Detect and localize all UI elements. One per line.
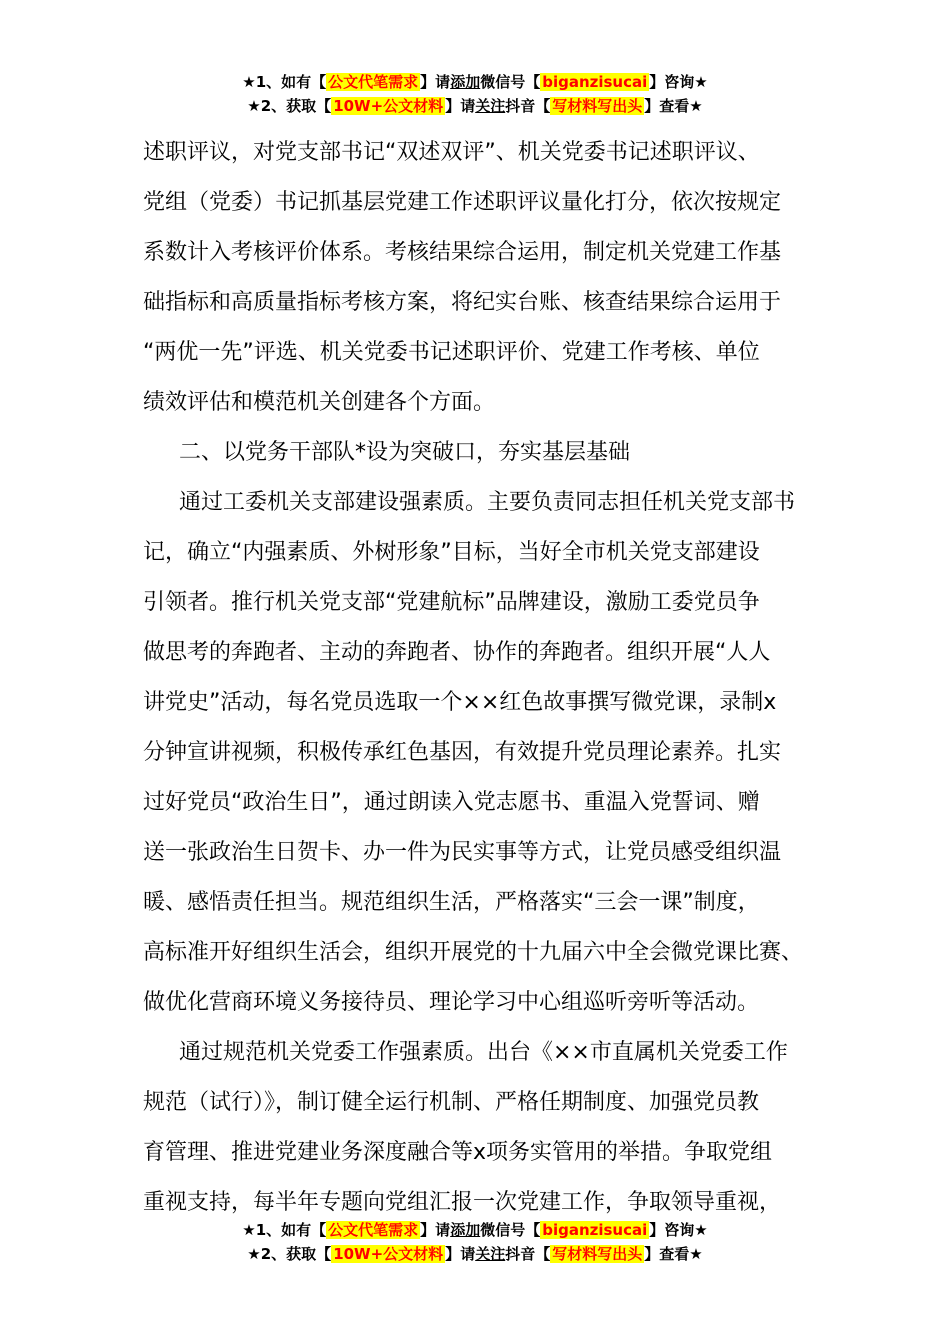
banner-highlight: 10W+公文材料 [333, 97, 444, 115]
paragraph-line: 础指标和高质量指标考核方案，将纪实台账、核查结果综合运用于 [143, 290, 782, 315]
header-banner [0, 70, 950, 118]
banner-highlight: 10W+公文材料 [333, 1245, 444, 1263]
banner-highlight: 公文代笔需求 [328, 73, 419, 91]
banner-text: 】请 [420, 1221, 451, 1239]
banner-emphasis: 关注 [475, 1245, 506, 1263]
paragraph-line: 系数计入考核评价体系。考核结果综合运用，制定机关党建工作基 [143, 240, 782, 265]
banner-text: ★1、如有【 [242, 1221, 327, 1239]
paragraph-line: 送一张政治生日贺卡、办一件为民实事等方式，让党员感受组织温 [143, 840, 782, 865]
banner-line-1 [0, 1218, 950, 1242]
banner-highlight: 写材料写出头 [552, 1245, 643, 1263]
banner-line-1 [0, 70, 950, 94]
paragraph-line: 通过规范机关党委工作强素质。出台《××市直属机关党委工作 [179, 1040, 788, 1065]
banner-text: 】请 [445, 97, 476, 115]
paragraph-line: 记，确立“内强素质、外树形象”目标，当好全市机关党支部建设 [143, 540, 760, 565]
paragraph-line: 做优化营商环境义务接待员、理论学习中心组巡听旁听等活动。 [143, 990, 760, 1015]
banner-emphasis: 添加 [450, 73, 481, 91]
banner-highlight: biganzisucai [542, 1221, 648, 1239]
paragraph-line: 分钟宣讲视频，积极传承红色基因，有效提升党员理论素养。扎实 [143, 740, 782, 765]
banner-text: 微信号【 [480, 1221, 541, 1239]
banner-emphasis: 添加 [450, 1221, 481, 1239]
banner-line-2 [0, 1242, 950, 1266]
paragraph-line: 重视支持，每半年专题向党组汇报一次党建工作，争取领导重视， [143, 1190, 782, 1215]
banner-text: 】查看★ [644, 97, 703, 115]
footer-banner [0, 1218, 950, 1266]
paragraph-line: 通过工委机关支部建设强素质。主要负责同志担任机关党支部书 [179, 490, 796, 515]
paragraph-line: 绩效评估和模范机关创建各个方面。 [143, 390, 496, 415]
paragraph-line: 高标准开好组织生活会，组织开展党的十九届六中全会微党课比赛、 [143, 940, 804, 965]
paragraph-line: 党组（党委）书记抓基层党建工作述职评议量化打分，依次按规定 [143, 190, 782, 215]
paragraph-line: 过好党员“政治生日”，通过朗读入党志愿书、重温入党誓词、赠 [143, 790, 760, 815]
banner-text: 微信号【 [480, 73, 541, 91]
banner-text: ★1、如有【 [242, 73, 327, 91]
banner-emphasis: 关注 [475, 97, 506, 115]
banner-text: 】咨询★ [649, 1221, 708, 1239]
paragraph-line: 暖、感悟责任担当。规范组织生活，严格落实“三会一课”制度， [143, 890, 760, 915]
banner-text: 】请 [445, 1245, 476, 1263]
banner-text: 抖音【 [505, 1245, 551, 1263]
banner-text: 】查看★ [644, 1245, 703, 1263]
banner-text: ★2、获取【 [247, 97, 332, 115]
banner-text: ★2、获取【 [247, 1245, 332, 1263]
paragraph-line: 讲党史”活动，每名党员选取一个××红色故事撰写微党课，录制x [143, 690, 777, 715]
paragraph-line: “两优一先”评选、机关党委书记述职评价、党建工作考核、单位 [143, 340, 760, 365]
banner-highlight: 公文代笔需求 [328, 1221, 419, 1239]
banner-text: 】咨询★ [649, 73, 708, 91]
paragraph-line: 引领者。推行机关党支部“党建航标”品牌建设，激励工委党员争 [143, 590, 760, 615]
banner-line-2 [0, 94, 950, 118]
paragraph-line: 做思考的奔跑者、主动的奔跑者、协作的奔跑者。组织开展“人人 [143, 640, 771, 665]
paragraph-line: 规范（试行）》，制订健全运行机制、严格任期制度、加强党员教 [143, 1090, 760, 1115]
paragraph-line: 述职评议，对党支部书记“双述双评”、机关党委书记述职评议、 [143, 140, 760, 165]
banner-highlight: 写材料写出头 [552, 97, 643, 115]
paragraph-line: 育管理、推进党建业务深度融合等x项务实管用的举措。争取党组 [143, 1140, 773, 1165]
document-body [143, 128, 807, 1228]
banner-highlight: biganzisucai [542, 73, 648, 91]
banner-text: 抖音【 [505, 97, 551, 115]
section-heading: 二、以党务干部队*设为突破口，夯实基层基础 [179, 440, 631, 465]
banner-text: 】请 [420, 73, 451, 91]
